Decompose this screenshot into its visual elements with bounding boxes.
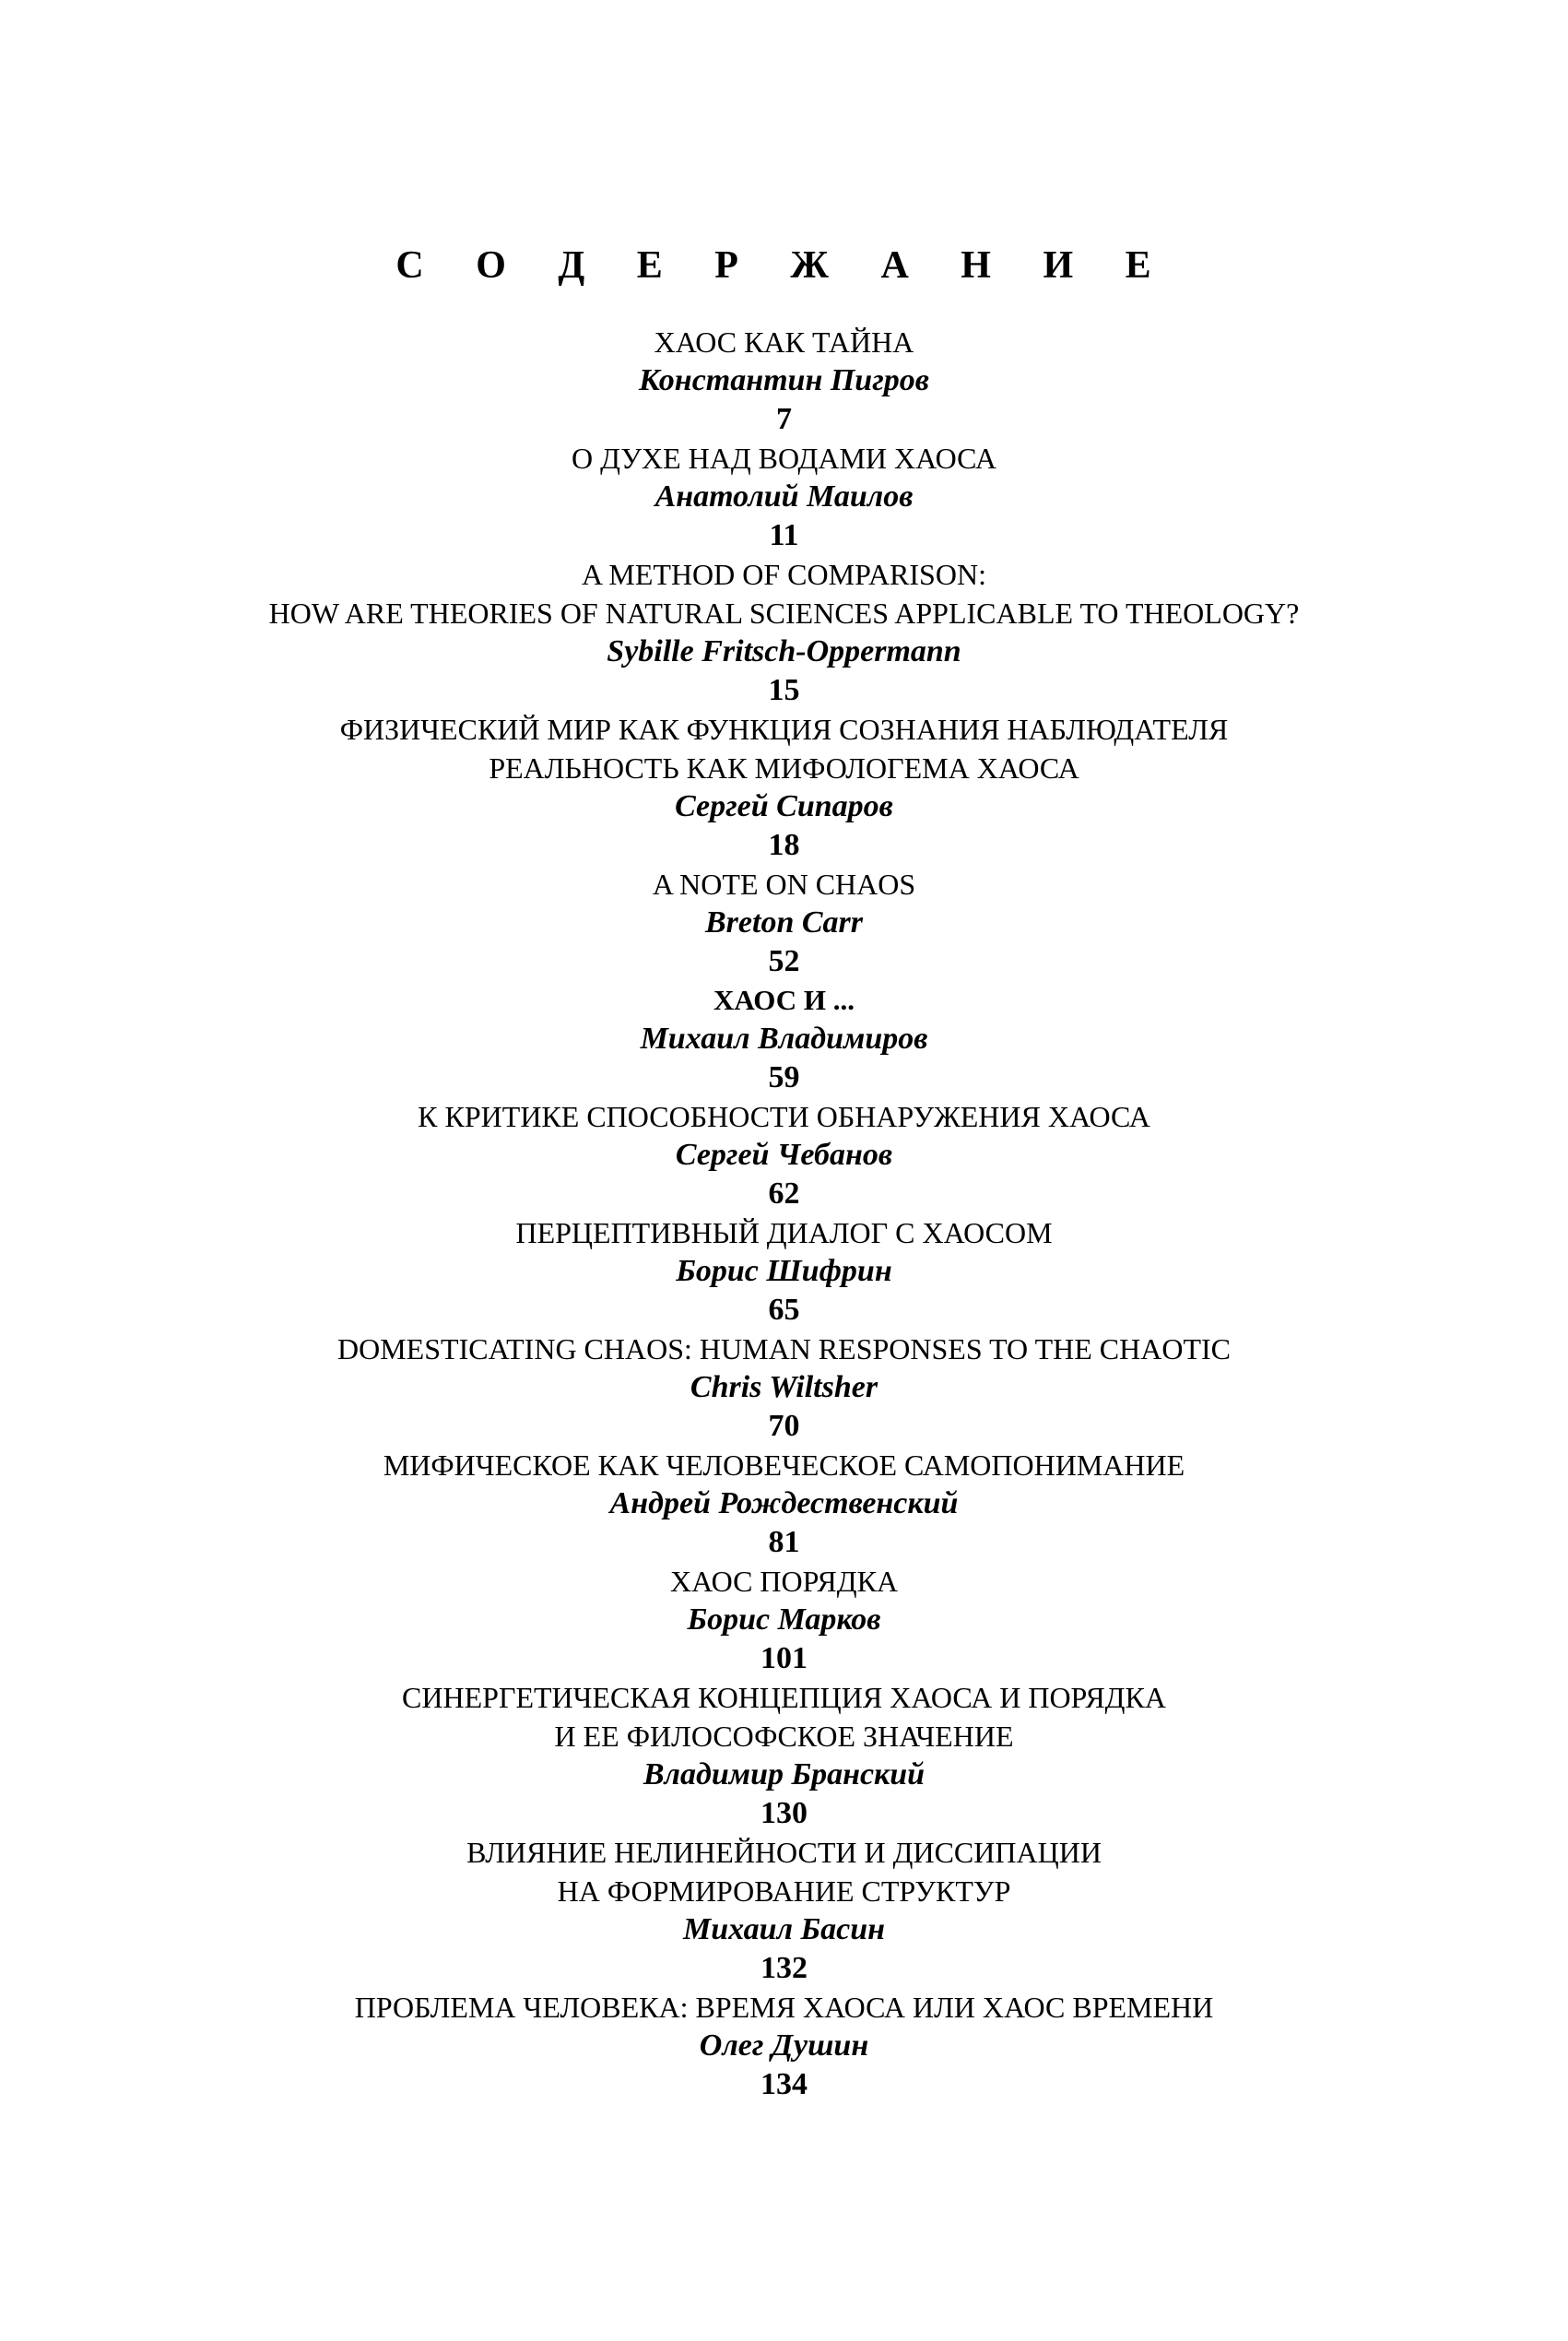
- toc-entry: [0, 555, 1568, 710]
- entry-page-number: 18: [768, 828, 800, 862]
- entry-title-line: A NOTE ON CHAOS: [652, 868, 916, 901]
- entry-author: Сергей Чебанов: [675, 1138, 893, 1172]
- toc-entry: [0, 1562, 1568, 1678]
- toc-entry: [0, 865, 1568, 981]
- entry-title-line: НА ФОРМИРОВАНИЕ СТРУКТУР: [557, 1874, 1011, 1908]
- toc-entry: [0, 1213, 1568, 1330]
- entry-author: Владимир Бранский: [643, 1757, 925, 1791]
- entry-author: Борис Шифрин: [676, 1254, 892, 1288]
- entry-page-number: 81: [768, 1525, 800, 1559]
- entry-title-line: ФИЗИЧЕСКИЙ МИР КАК ФУНКЦИЯ СОЗНАНИЯ НАБЛЮДАТЕЛЯ: [339, 713, 1229, 746]
- toc-entry: [0, 1988, 1568, 2104]
- entry-page-number: 15: [768, 673, 800, 707]
- entry-title-line: К КРИТИКЕ СПОСОБНОСТИ ОБНАРУЖЕНИЯ ХАОСА: [418, 1100, 1150, 1133]
- toc-list: [0, 323, 1568, 2104]
- toc-entry: [0, 1330, 1568, 1446]
- entry-title-line: О ДУХЕ НАД ВОДАМИ ХАОСА: [571, 442, 997, 475]
- entry-page-number: 52: [768, 944, 800, 978]
- entry-author: Sybille Fritsch-Oppermann: [607, 634, 961, 668]
- entry-page-number: 132: [760, 1951, 808, 1985]
- entry-author: Константин Пигров: [639, 363, 929, 397]
- entry-author: Олег Душин: [699, 2028, 869, 2063]
- toc-entry: [0, 981, 1568, 1097]
- entry-author: Андрей Рождественский: [609, 1486, 959, 1520]
- entry-page-number: 70: [768, 1409, 800, 1443]
- entry-title-line: И ЕЕ ФИЛОСОФСКОЕ ЗНАЧЕНИЕ: [554, 1720, 1014, 1753]
- page-title: С О Д Е Р Ж А Н И Е: [395, 244, 1173, 287]
- entry-author: Сергей Сипаров: [675, 789, 893, 823]
- entry-page-number: 11: [769, 518, 799, 552]
- entry-title-line: HOW ARE THEORIES OF NATURAL SCIENCES APPLICABLE TO THEOLOGY?: [268, 597, 1300, 630]
- entry-title-line: A METHOD OF COMPARISON:: [582, 558, 986, 591]
- entry-page-number: 59: [768, 1060, 800, 1094]
- entry-page-number: 7: [776, 402, 792, 436]
- entry-title-line: ХАОС И ...: [713, 984, 855, 1016]
- entry-title-line: ПЕРЦЕПТИВНЫЙ ДИАЛОГ С ХАОСОМ: [515, 1216, 1053, 1249]
- entry-page-number: 134: [760, 2067, 808, 2101]
- entry-page-number: 101: [760, 1641, 808, 1675]
- toc-entry: [0, 710, 1568, 865]
- toc-entry: [0, 439, 1568, 555]
- entry-author: Breton Carr: [705, 905, 863, 940]
- entry-title-line: ПРОБЛЕМА ЧЕЛОВЕКА: ВРЕМЯ ХАОСА ИЛИ ХАОС ВРЕМЕНИ: [354, 1991, 1214, 2024]
- entry-page-number: 65: [768, 1293, 800, 1327]
- entry-title-line: МИФИЧЕСКОЕ КАК ЧЕЛОВЕЧЕСКОЕ САМОПОНИМАНИЕ: [383, 1448, 1185, 1482]
- toc-entry: [0, 1833, 1568, 1988]
- entry-author: Chris Wiltsher: [690, 1370, 878, 1404]
- entry-author: Анатолий Маилов: [654, 479, 914, 514]
- entry-author: Михаил Владимиров: [640, 1022, 928, 1056]
- entry-title-line: DOMESTICATING CHAOS: HUMAN RESPONSES TO THE CHAOTIC: [337, 1332, 1231, 1366]
- entry-author: Михаил Басин: [682, 1912, 886, 1946]
- entry-title-line: СИНЕРГЕТИЧЕСКАЯ КОНЦЕПЦИЯ ХАОСА И ПОРЯДКА: [402, 1681, 1166, 1714]
- entry-author: Борис Марков: [687, 1602, 881, 1637]
- entry-title-line: ХАОС ПОРЯДКА: [669, 1565, 899, 1598]
- entry-page-number: 62: [768, 1176, 800, 1211]
- entry-title-line: ХАОС КАК ТАЙНА: [654, 325, 914, 359]
- toc-entry: [0, 1097, 1568, 1213]
- entry-title-line: ВЛИЯНИЕ НЕЛИНЕЙНОСТИ И ДИССИПАЦИИ: [466, 1836, 1102, 1869]
- toc-entry: [0, 1446, 1568, 1562]
- entry-page-number: 130: [760, 1796, 808, 1830]
- toc-entry: [0, 323, 1568, 439]
- toc-entry: [0, 1678, 1568, 1833]
- entry-title-line: РЕАЛЬНОСТЬ КАК МИФОЛОГЕМА ХАОСА: [489, 751, 1079, 785]
